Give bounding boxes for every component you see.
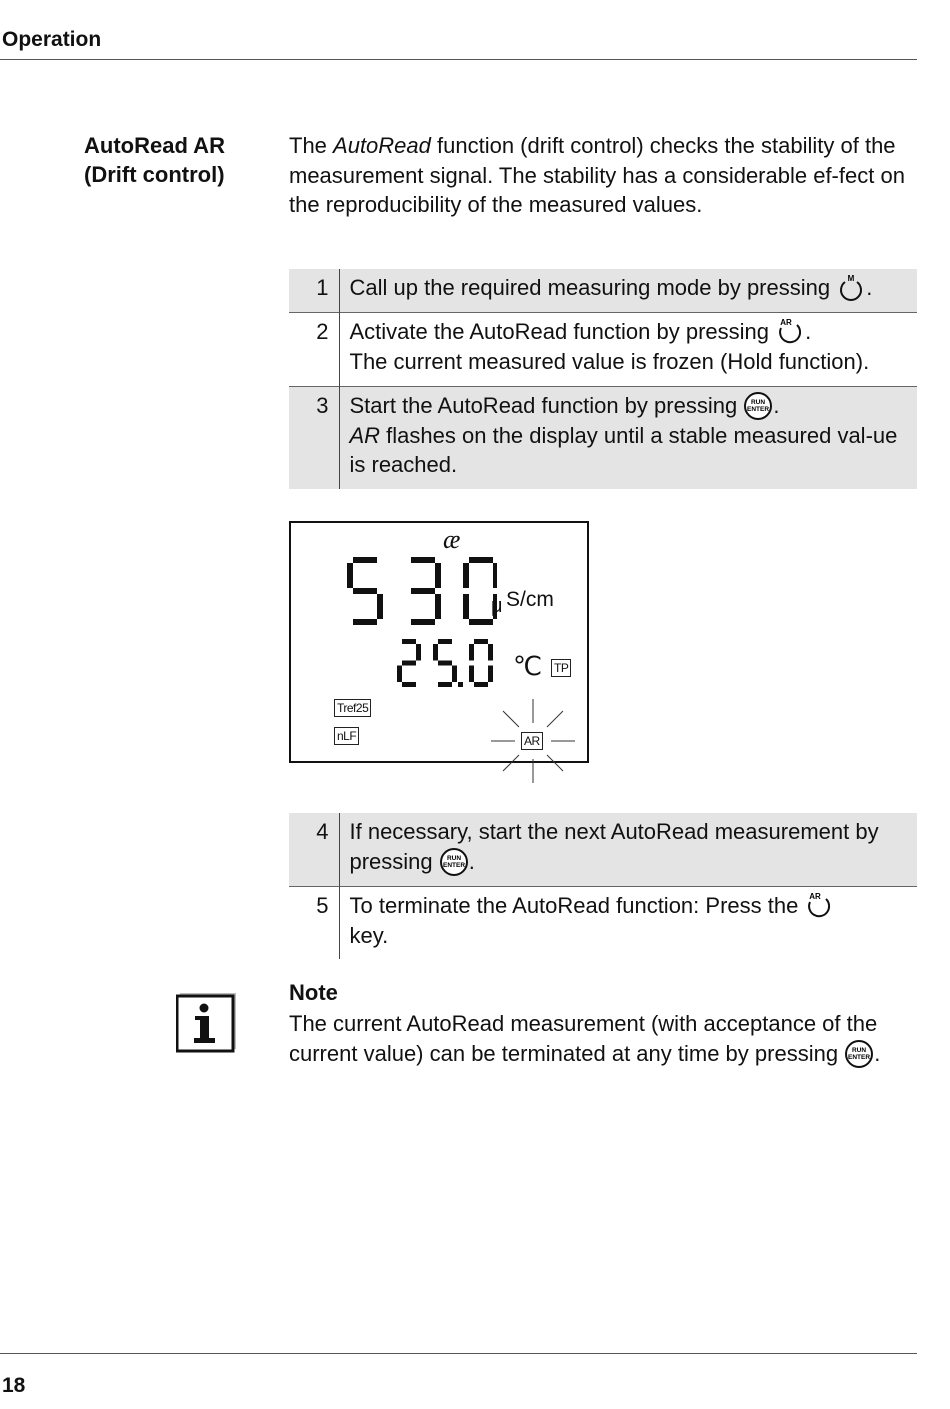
intro-post: function (drift control) checks the stability of the measurement signal. The stability has a considerable ef-fect on the reproducibility of the measured values.	[289, 133, 905, 217]
step-text-main: To terminate the AutoRead function: Press the	[349, 892, 799, 918]
conductivity-symbol: æ	[443, 525, 461, 554]
digit-segment	[377, 594, 383, 619]
enter-key-label: ENTER	[442, 861, 465, 869]
step-text	[339, 313, 917, 387]
step-row	[289, 269, 917, 313]
intro-paragraph	[289, 131, 919, 220]
digit-segment	[411, 588, 435, 594]
note-title: Note	[289, 980, 338, 1005]
enter-key-label: ENTER	[747, 405, 770, 413]
step-text	[339, 269, 917, 313]
digit-segment	[438, 661, 452, 666]
step-row	[289, 813, 917, 886]
step-number: 5	[289, 886, 339, 959]
header-divider	[0, 59, 917, 60]
digit-segment	[469, 557, 493, 563]
note-after: .	[874, 1040, 881, 1066]
digit-segment	[469, 644, 474, 661]
digit-segment	[469, 619, 493, 625]
run-enter-icon	[439, 847, 469, 877]
digit-segment	[353, 619, 377, 625]
digit-segment	[402, 639, 416, 644]
digit-segment	[488, 666, 493, 683]
temperature-unit: ℃	[513, 651, 543, 681]
step-text-main: Call up the required measuring mode by pressing	[349, 275, 831, 300]
digit-segment	[474, 639, 488, 644]
nlf-indicator: nLF	[334, 727, 359, 745]
running-header: Operation	[2, 28, 102, 51]
step-row	[289, 313, 917, 387]
section-heading-line1: AutoRead AR	[84, 133, 225, 158]
step-text-after: key.	[349, 922, 389, 948]
step-text-main: Activate the AutoRead function by pressing	[349, 319, 769, 344]
step-text-line2: flashes on the display until a stable measured val-ue is reached.	[349, 422, 898, 477]
ar-icon	[775, 317, 805, 347]
digit-segment	[438, 639, 452, 644]
note-body: The current AutoRead measurement (with acceptance of the current value) can be terminated at any time by pressing	[289, 1011, 878, 1066]
step-number: 1	[289, 269, 339, 313]
step-row	[289, 886, 917, 959]
run-key-label: RUN	[751, 398, 766, 406]
tref25-indicator: Tref25	[334, 699, 371, 717]
temperature-digits	[397, 639, 507, 695]
step-text	[339, 386, 917, 489]
steps-table-2	[289, 813, 917, 959]
digit-segment	[488, 644, 493, 661]
unit-prefix: μ	[491, 595, 503, 617]
digit-segment	[433, 644, 438, 661]
page-number: 18	[2, 1374, 26, 1397]
note-text	[289, 1009, 909, 1069]
unit-label: S/cm	[506, 588, 554, 611]
decimal-point	[458, 682, 463, 687]
footer-divider	[0, 1353, 917, 1354]
digit-segment	[416, 644, 421, 661]
step-text	[339, 886, 917, 959]
digit-segment	[474, 682, 488, 687]
digit-segment	[463, 563, 469, 588]
enter-key-label: ENTER	[848, 1053, 871, 1061]
digit-segment	[402, 661, 416, 666]
digit-segment	[438, 682, 452, 687]
main-value-digits	[347, 557, 497, 633]
digit-segment	[411, 557, 435, 563]
m-key-label: M	[847, 274, 855, 283]
ar-key-label: AR	[809, 891, 822, 901]
run-key-label: RUN	[852, 1046, 867, 1054]
step-text-line2-italic: AR	[349, 422, 381, 448]
step-text-after: .	[805, 319, 812, 344]
run-key-label: RUN	[446, 854, 461, 862]
digit-segment	[353, 588, 377, 594]
ar-key-label: AR	[780, 318, 792, 327]
run-enter-icon	[743, 391, 773, 421]
section-heading	[84, 131, 225, 189]
digit-segment	[493, 563, 497, 588]
step-text-main: Start the AutoRead function by pressing	[349, 392, 738, 418]
intro-pre: The	[289, 133, 334, 158]
ar-indicator: AR	[521, 732, 543, 750]
digit-segment	[397, 666, 402, 683]
step-number: 4	[289, 813, 339, 886]
step-text-after: .	[866, 275, 873, 300]
run-enter-icon	[844, 1039, 874, 1069]
ar-icon	[804, 891, 834, 921]
section-heading-line2: (Drift control)	[84, 162, 225, 187]
digit-segment	[435, 563, 441, 588]
step-text-main: If necessary, start the next AutoRead measurement by pressing	[349, 819, 879, 874]
lcd-display	[289, 521, 589, 763]
step-number: 3	[289, 386, 339, 489]
tp-indicator: TP	[551, 659, 571, 677]
step-text-after: .	[773, 392, 780, 418]
step-text	[339, 813, 917, 886]
step-text-after: .	[468, 848, 475, 874]
digit-segment	[469, 666, 474, 683]
digit-segment	[347, 563, 353, 588]
digit-segment	[435, 594, 441, 619]
step-text-line2: The current measured value is frozen (Hold function).	[349, 349, 870, 374]
step-row	[289, 386, 917, 489]
m-icon	[836, 273, 866, 303]
digit-segment	[402, 682, 416, 687]
info-icon	[176, 991, 238, 1053]
step-number: 2	[289, 313, 339, 387]
steps-table-1	[289, 269, 917, 489]
digit-segment	[353, 557, 377, 563]
digit-segment	[463, 594, 469, 619]
intro-italic: AutoRead	[333, 133, 431, 158]
digit-segment	[411, 619, 435, 625]
digit-segment	[452, 666, 457, 683]
